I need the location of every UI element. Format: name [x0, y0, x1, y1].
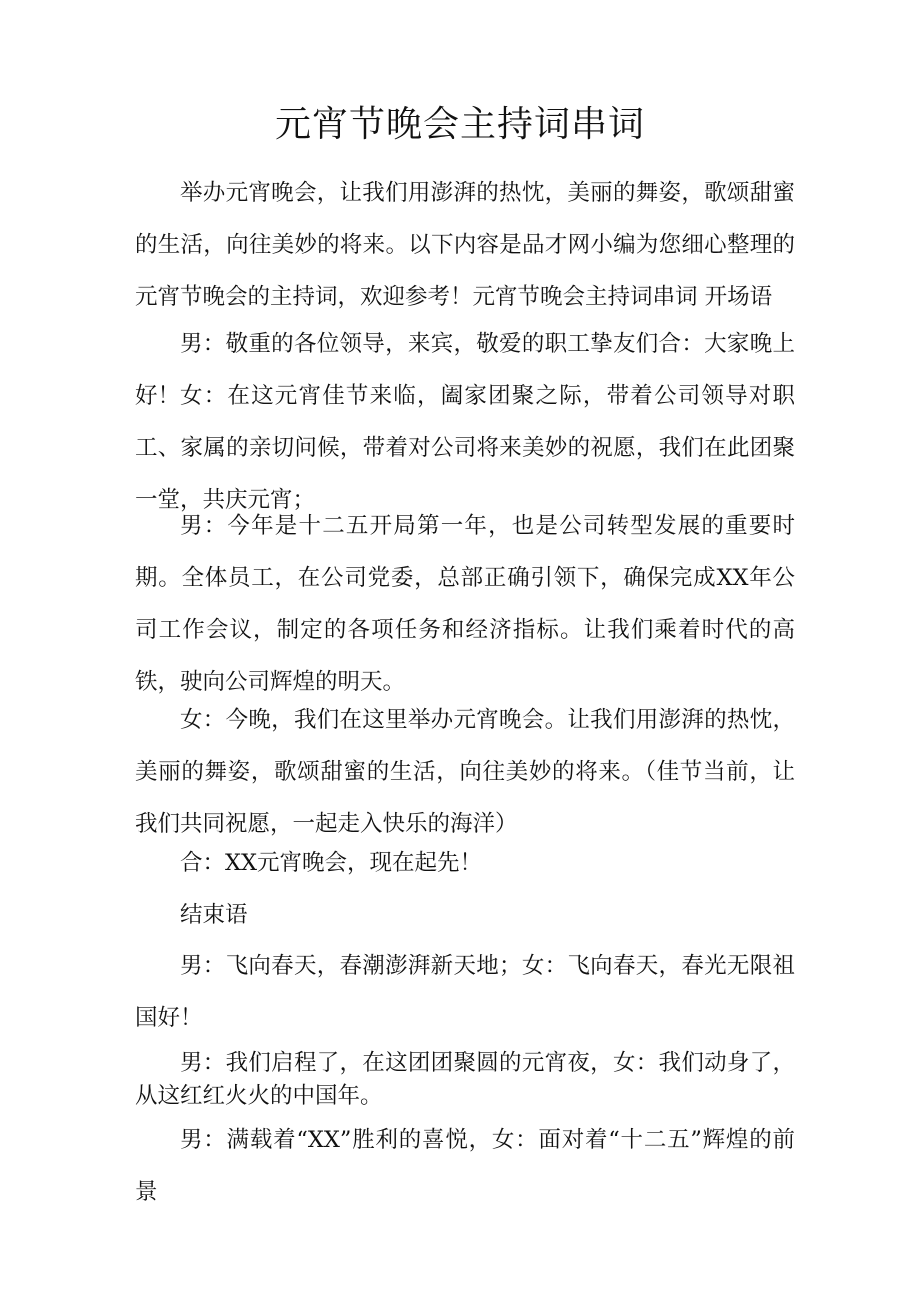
paragraph-together-start: 合：XX元宵晚会，现在起先！ — [180, 850, 483, 876]
paragraph-male-spring: 男：飞向春天，春潮澎湃新天地；女：飞向春天，春光无限祖国好！ — [135, 953, 795, 1031]
paragraph-intro: 举办元宵晚会，让我们用澎湃的热忱，美丽的舞姿，歌颂甜蜜的生活，向往美妙的将来。以下内容是品才网小编为您细心整理的元宵节晚会的主持词，欢迎参考！元宵节晚会主持词串词 开场语 — [135, 180, 795, 310]
paragraph-female-tonight: 女：今晚，我们在这里举办元宵晚会。让我们用澎湃的热忱，美丽的舞姿，歌颂甜蜜的生活，向往美妙的将来。（佳节当前，让我们共同祝愿，一起走入快乐的海洋） — [135, 707, 795, 837]
paragraph-male-setout: 男：我们启程了，在这团团聚圆的元宵夜，女：我们动身了，从这红红火火的中国年。 — [135, 1050, 795, 1109]
paragraph-male-company: 男：今年是十二五开局第一年，也是公司转型发展的重要时期。全体员工，在公司党委，总部正确引领下，确保完成XX年公司工作会议，制定的各项任务和经济指标。让我们乘着时代的高铁，驶向公司辉煌的明天。 — [135, 513, 795, 695]
paragraph-male-greeting: 男：敬重的各位领导，来宾，敬爱的职工挚友们合：大家晚上好！ — [135, 331, 795, 409]
document-title: 元宵节晚会主持词串词 — [274, 104, 645, 145]
paragraph-male-joy: 男：满载着“XX”胜利的喜悦，女：面对着“十二五”辉煌的前景 — [135, 1127, 795, 1205]
paragraph-female-welcome: 女：在这元宵佳节来临，阖家团聚之际，带着公司领导对职工、家属的亲切问候，带着对公司将来美妙的祝愿，我们在此团聚一堂，共庆元宵； — [135, 383, 795, 513]
section-heading-closing: 结束语 — [180, 902, 248, 928]
